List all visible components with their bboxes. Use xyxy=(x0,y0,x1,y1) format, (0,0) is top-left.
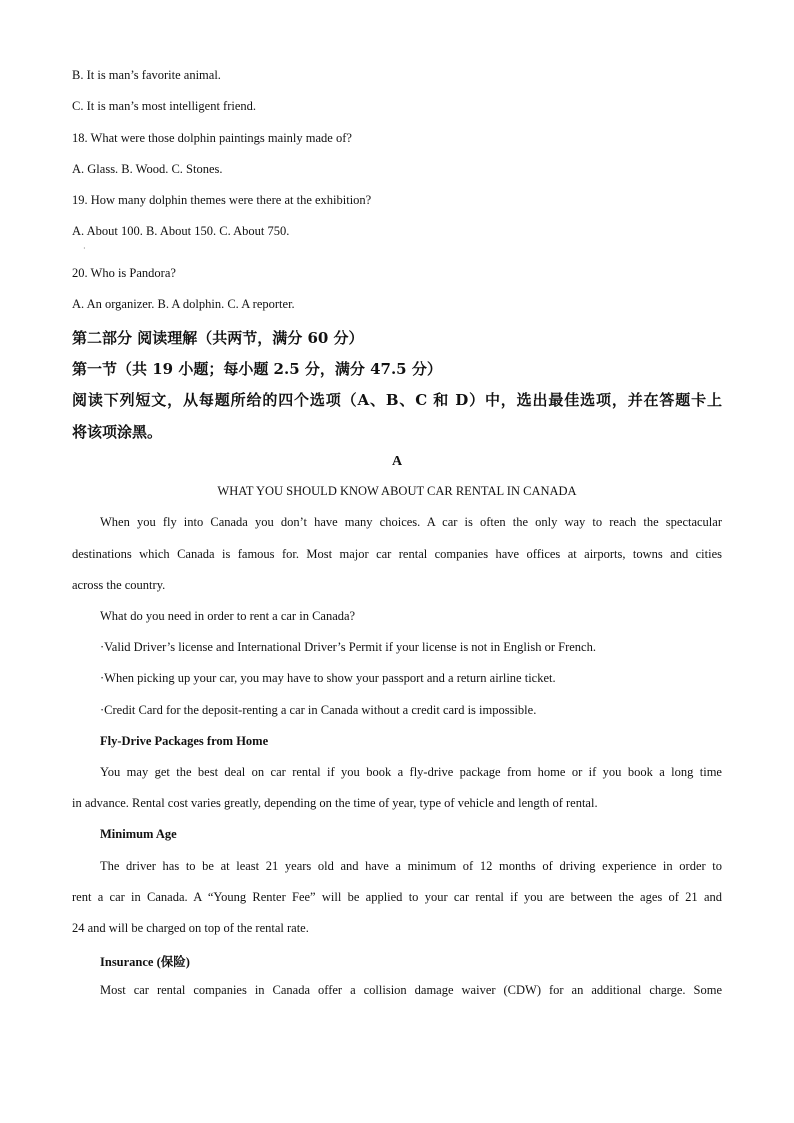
question-20-options: A. An organizer. B. A dolphin. C. A reporter. xyxy=(72,297,295,311)
stray-dot: · xyxy=(83,244,86,253)
question-20: 20. Who is Pandora? xyxy=(72,266,176,280)
paragraph-3-line-3: 24 and will be charged on top of the rental rate. xyxy=(72,921,309,935)
paragraph-1-line-1: When you fly into Canada you don’t have many choices. A car is often the only way to reach the spectacular xyxy=(100,515,722,529)
question-18: 18. What were those dolphin paintings mainly made of? xyxy=(72,131,352,145)
section-instruction-line1: 阅读下列短文，从每题所给的四个选项（A、B、C 和 D）中，选出最佳选项，并在答题卡上 xyxy=(72,391,722,409)
paragraph-2-line-1: You may get the best deal on car rental if you book a fly-drive package from home or if you book a long time xyxy=(100,765,722,779)
paragraph-3-line-2: rent a car in Canada. A “Young Renter Fee” will be applied to your car rental if you are between the ages of 21 and xyxy=(72,890,722,904)
paragraph-1-line-3: across the country. xyxy=(72,578,166,592)
paragraph-1-line-2: destinations which Canada is famous for. Most major car rental companies have offices at airports, towns and cities xyxy=(72,547,722,561)
option-17-c: C. It is man’s most intelligent friend. xyxy=(72,99,257,113)
section-part-title: 第二部分 阅读理解（共两节，满分 60 分） xyxy=(72,329,364,347)
question-18-options: A. Glass. B. Wood. C. Stones. xyxy=(72,162,223,176)
passage-letter: A xyxy=(391,454,403,469)
requirements-question: What do you need in order to rent a car in Canada? xyxy=(100,609,356,623)
requirement-bullet-3: ·Credit Card for the deposit-renting a car in Canada without a credit card is impossible. xyxy=(100,703,537,717)
passage-title: WHAT YOU SHOULD KNOW ABOUT CAR RENTAL IN CANADA xyxy=(217,484,577,498)
paragraph-3-line-1: The driver has to be at least 21 years old and have a minimum of 12 months of driving experience in order to xyxy=(100,859,722,873)
option-17-b: B. It is man’s favorite animal. xyxy=(72,68,221,82)
heading-minimum-age: Minimum Age xyxy=(100,827,177,841)
paragraph-2-line-2: in advance. Rental cost varies greatly, depending on the time of year, type of vehicle and length of rental. xyxy=(72,796,598,810)
requirement-bullet-2: ·When picking up your car, you may have to show your passport and a return airline ticket. xyxy=(100,671,556,685)
requirement-bullet-1: ·Valid Driver’s license and International Driver’s Permit if your license is not in English or French. xyxy=(100,640,596,654)
section-sub-title: 第一节（共 19 小题；每小题 2.5 分，满分 47.5 分） xyxy=(72,360,442,378)
section-instruction-line2: 将该项涂黑。 xyxy=(72,423,163,441)
heading-insurance: Insurance (保险) xyxy=(100,955,190,969)
paragraph-4-line-1: Most car rental companies in Canada offer a collision damage waiver (CDW) for an additional charge. Some xyxy=(100,983,722,997)
heading-fly-drive: Fly-Drive Packages from Home xyxy=(100,734,269,748)
question-19: 19. How many dolphin themes were there at the exhibition? xyxy=(72,193,372,207)
question-19-options: A. About 100. B. About 150. C. About 750. xyxy=(72,224,290,238)
